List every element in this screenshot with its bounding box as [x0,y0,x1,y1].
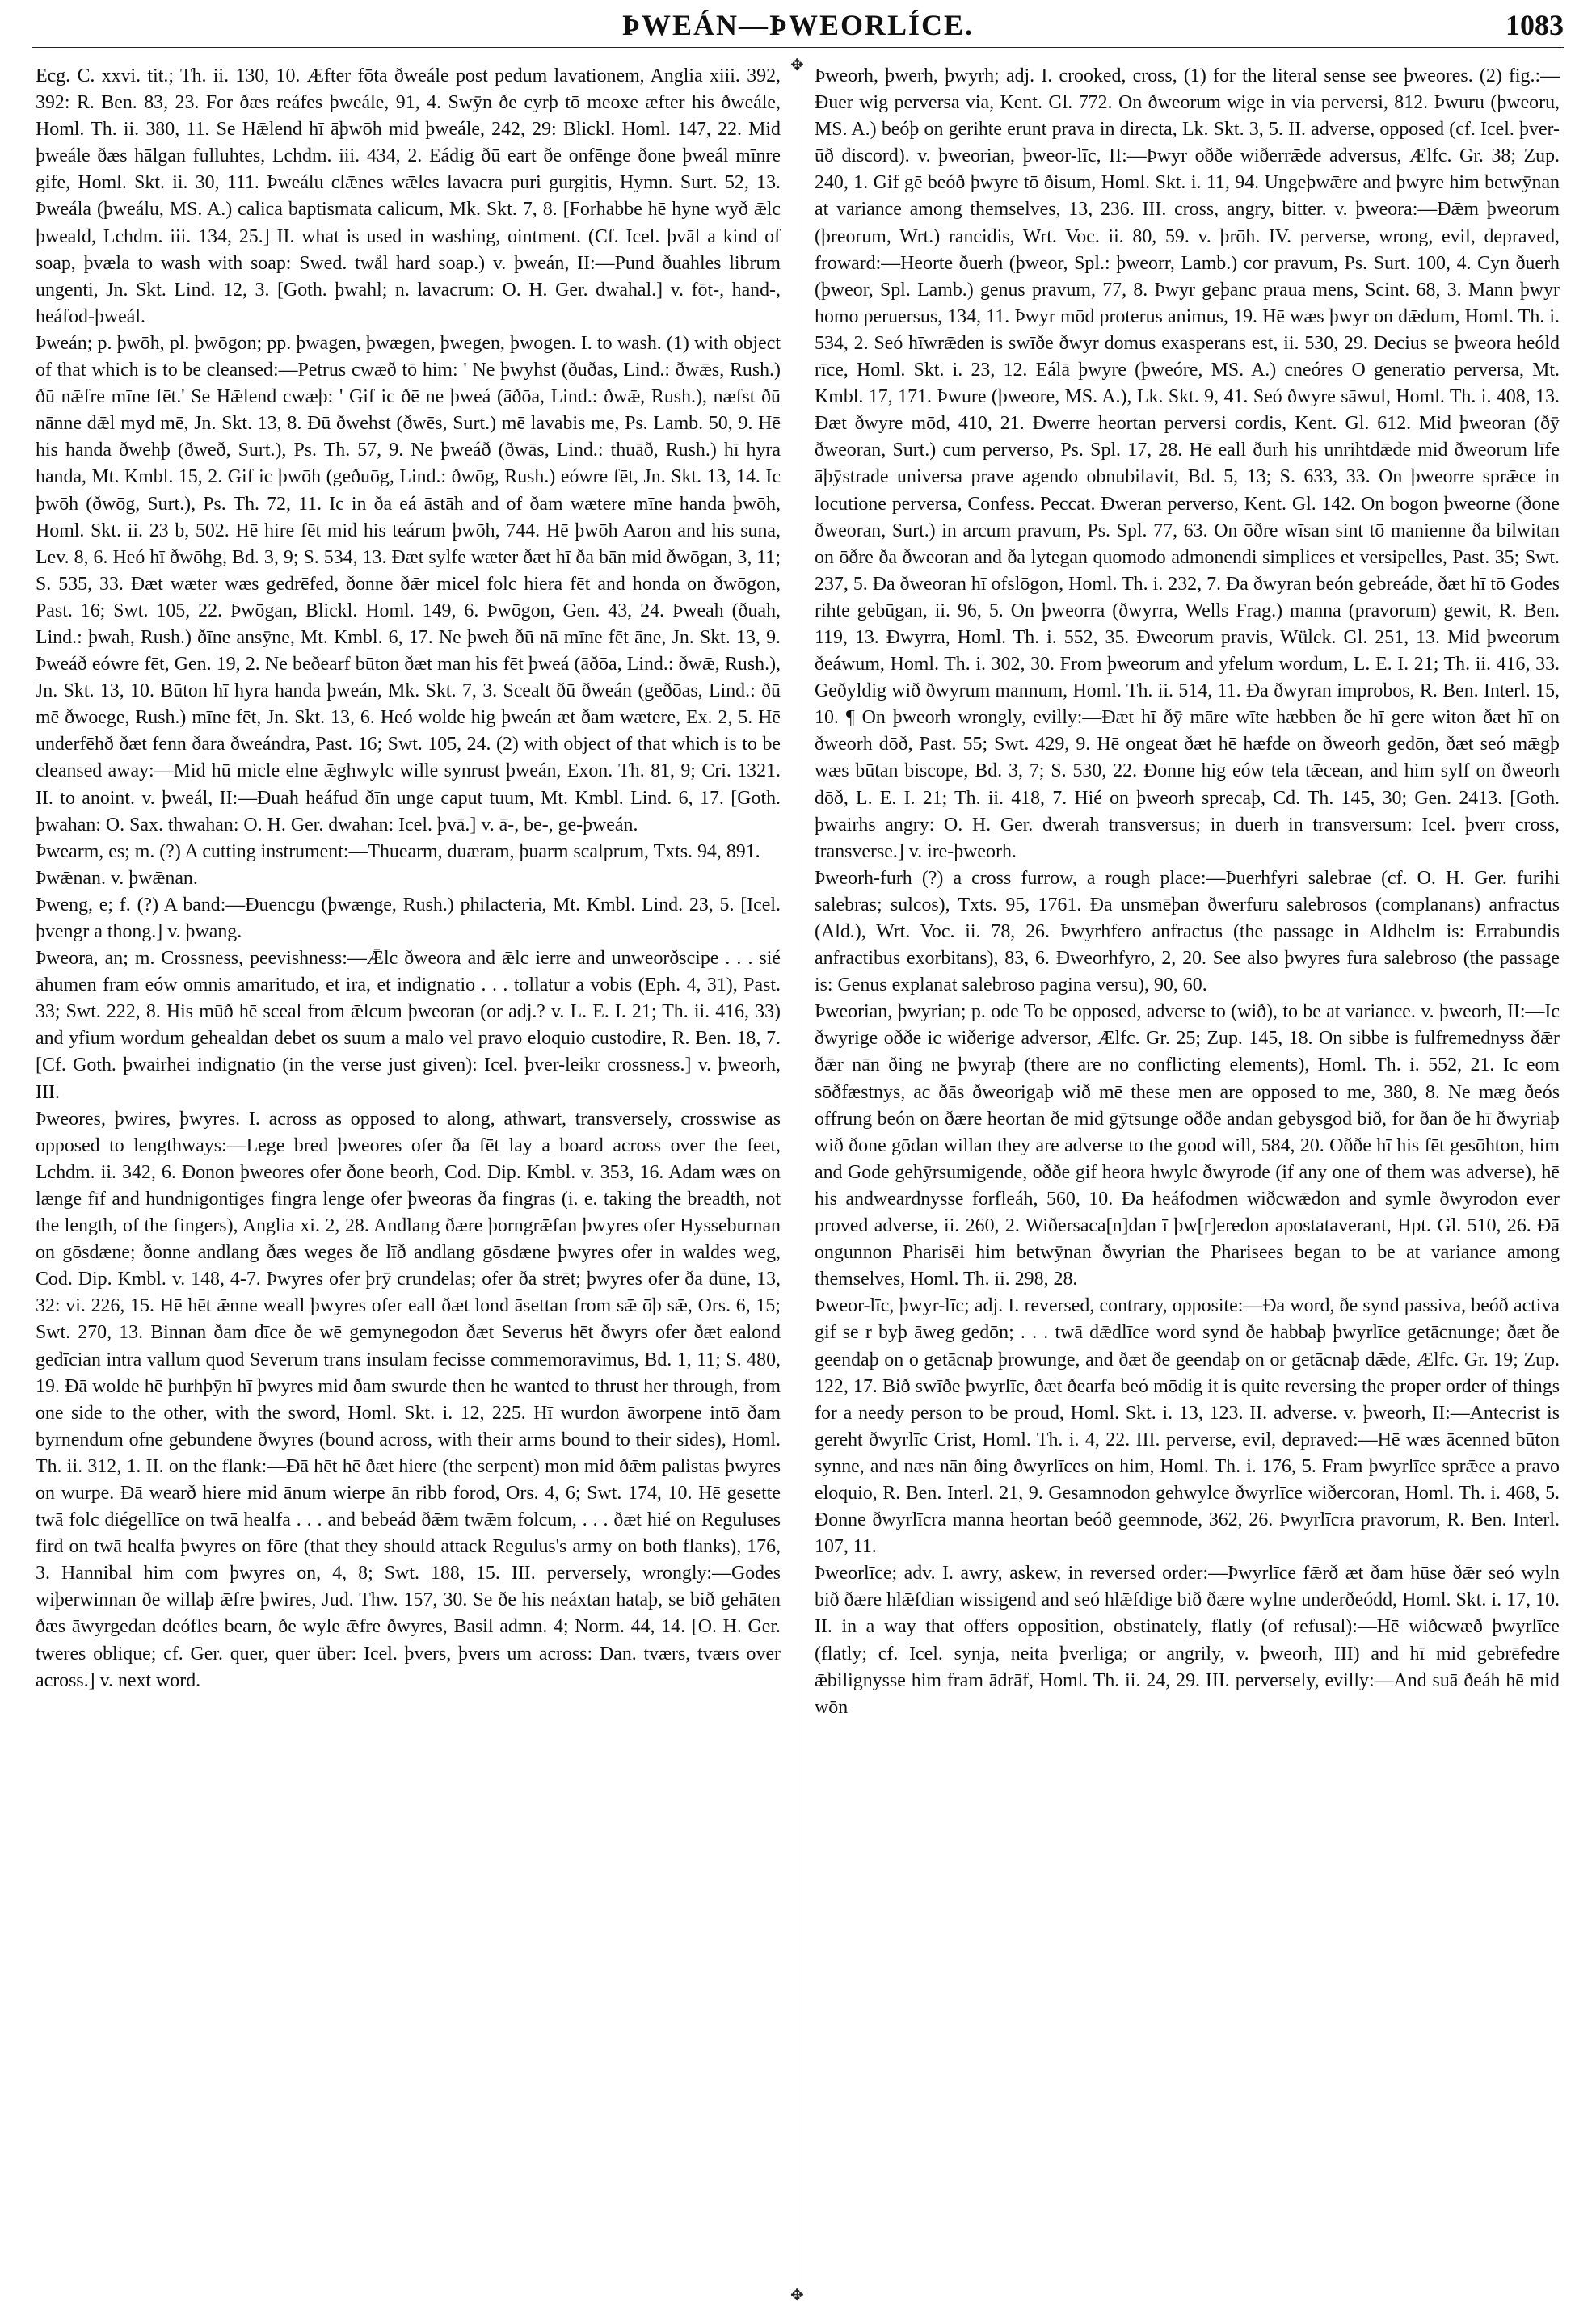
entry-thweora: Þweora, an; m. Crossness, peevishness:—Ǣlc ðweora and ǣlc ierre and unweorðscipe . . . sié āhumen fram eów omnis amaritudo, et ira, et indignatio . . . tollatur a vobis (Eph. 4, 31), Past. 33; Swt. 222, 8. His mūð hē sceal from ǣlcum þweoran (or adj.? v. L. E. I. 21; Th. ii. 416, 33) and yfium wordum gehealdan debet os suum a malo vel pravo eloquio custodire, R. Ben. 18, 7. [Cf. Goth. þwairhei indignatio (in the verse just given): Icel. þver-leikr crossness.] v. þweorh, III. [36,948,781,1103]
entry-thwean: Þweán; p. þwōh, pl. þwōgon; pp. þwagen, þwægen, þwegen, þwogen. I. to wash. (1) with object of that which is to be cleansed:—Petrus cwæð tō him: ' Ne þwyhst (ðuðas, Lind.: ðwǣs, Rush.) ðū nǣfre mīne fēt.' Se Hǣlend cwæþ: ' Gif ic ðē ne þweá (āðōa, Lind.: ðwǣ, Rush.), næfst ðū nānne dǣl myd mē, Jn. Skt. 13, 8. Ðū ðwehst (ðwēs, Surt.) mē lavabis me, Ps. Lamb. 50, 9. Hē his handa ðwehþ (ðweð, Surt.), Ps. Th. 57, 9. Ne þweáð (ðwās, Lind.: thuāð, Rush.) hī hyra handa, Mt. Kmbl. 15, 2. Gif ic þwōh (geðuōg, Lind.: ðwōg, Rush.) eówre fēt, Jn. Skt. 13, 14. Ic þwōh (ðwōg, Surt.), Ps. Th. 72, 11. Ic in ða eá āstāh and of ðam wætere mīne handa þwōh, Homl. Skt. ii. 23 b, 502. Hē hire fēt mid his teárum þwōh, 744. Hē þwōh Aaron and his suna, Lev. 8, 6. Heó hī ðwōhg, Bd. 3, 9; S. 534, 13. Ðæt sylfe wæter ðæt hī ða bān mid ðwōgan, 3, 11; S. 535, 33. Ðæt wæter wæs gedrēfed, ðonne ðǣr micel folc hiera fēt and honda on ðwōgon, Past. 16; Swt. 105, 22. Þwōgan, Blickl. Homl. 149, 6. Þwōgon, Gen. 43, 24. Þweah (ðuah, Lind.: þwah, Rush.) ðīne ansȳne, Mt. Kmbl. 6, 17. Ne þweh ðū nā mīne fēt āne, Jn. Skt. 13, 9. Þweáð eówre fēt, Gen. 19, 2. Ne beðearf būton ðæt man his fēt þweá (āðōa, Lind.: ðwǣ, Rush.), Jn. Skt. 13, 10. Būton hī hyra handa þweán, Mk. Skt. 7, 3. Scealt ðū ðweán (geðōas, Lind.: ðū mē ðwoege, Rush.) mīne fēt, Jn. Skt. 13, 6. Heó wolde hig þweán æt ðam wætere, Ex. 2, 5. Hē underfēhð ðæt fenn ðara ðweándra, Past. 16; Swt. 105, 24. (2) with object of that which is to be cleansed away:—Mid hū micle elne ǣghwylc wille synrust þweán, Exon. Th. 81, 9; Cri. 1321. II. to anoint. v. þweál, II:—Ðuah heáfud ðīn unge caput tuum, Mt. Kmbl. Lind. 6, 17. [Goth. þwahan: O. Sax. thwahan: O. H. Ger. dwahan: Icel. þvā.] v. ā-, be-, ge-þweán. [36,332,781,836]
entry-thweorian: Þweorian, þwyrian; p. ode To be opposed, adverse to (wið), to be at variance. v. þweorh, II:—Ic ðwyrige oððe ic wiðerige adversor, Ælfc. Gr. 25; Zup. 145, 18. On sibbe is fulfremednyss ðǣr ðǣr nān ðing ne þwyraþ (there are no conflicting elements), Homl. Th. i. 552, 21. Ic eom sōðfæstnys, ac ðās ðweorigaþ wið mē these men are opposed to me, 380, 8. Ne mæg ðeós offrung beón on ðære heortan ðe mid gȳtsunge oððe andan gebysgod bið, for ðan ðe hī ðwyriaþ wið ðone gōdan willan they are adverse to the good will, 584, 20. Oððe hī his fēt gesōhton, him and Gode gehȳrsumigende, oððe gif heora hwylc ðwyrode (if any one of them was adverse), hē his andweardnysse forfleáh, 560, 10. Ða heáfodmen wiðcwǣdon and symle ðwyrodon ever proved adverse, ii. 260, 2. Wiðersaca[n]dan ī þw[r]eredon apostataverant, Hpt. Gl. 510, 26. Ðā ongunnon Pharisēi him betwȳnan ðwyrian the Pharisees began to be at variance among themselves, Homl. Th. ii. 298, 28. [815,1001,1560,1290]
entry-thweor-lic: Þweor-līc, þwyr-līc; adj. I. reversed, contrary, opposite:—Ða word, ðe synd passiva, beóð activa gif se r byþ āweg gedōn; . . . twā dǣdlīce word synd ðe habbaþ þwyrlīce getācnunge; ðæt ðe geendaþ on o getācnaþ þrowunge, and ðæt ðe geendaþ on or getācnaþ dǣde, Ælfc. Gr. 19; Zup. 122, 17. Bið swīðe þwyrlīc, ðæt ðearfa beó mōdig it is quite reversing the proper order of things for a needy person to be proud, Homl. Skt. i. 13, 123. II. adverse. v. þweorh, II:—Antecrist is gereht ðwyrlīc Crist, Homl. Th. i. 4, 22. III. perverse, evil, depraved:—Hē wæs ācenned būton synne, and næs nān ðing ðwyrlīces on him, Homl. Th. i. 176, 5. Fram þwyrlīce sprǣce a pravo eloquio, R. Ben. Interl. 21, 9. Gesamnodon gehwylce ðwyrlīce wiðercoran, Homl. Th. i. 468, 5. Ðonne ðwyrlīcra manna heortan beóð geemnode, 362, 26. Þwyrlīcra pravorum, R. Ben. Interl. 107, 11. [815,1295,1560,1558]
entry-thwearm: Þwearm, es; m. (?) A cutting instrument:—Thuearm, duæram, þuarm scalprum, Txts. 94, 891. [36,840,760,862]
entry-thweorh: Þweorh, þwerh, þwyrh; adj. I. crooked, cross, (1) for the literal sense see þweores. (2) fig.:—Ðuer wig perversa via, Kent. Gl. 772. On ðweorum wige in via perversi, 812. Þwuru (þweoru, MS. A.) beóþ on gerihte erunt prava in directa, Lk. Skt. 3, 5. II. adverse, opposed (cf. Icel. þver-ūð discord). v. þweorian, þweor-līc, II:—Þwyr oððe wiðerrǣde adversus, Ælfc. Gr. 38; Zup. 240, 1. Gif gē beóð þwyre tō ðisum, Homl. Skt. i. 11, 94. Ungeþwǣre and þwyre him betwȳnan at variance among themselves, 13, 236. III. cross, angry, bitter. v. þweora:—Ðǣm þweorum (þreorum, Wrt.) rancidis, Wrt. Voc. ii. 80, 59. v. þrōh. IV. perverse, wrong, evil, depraved, froward:—Heorte ðuerh (þweor, Spl.: þweorr, Lamb.) cor pravum, Ps. Surt. 100, 4. Cyn ðuerh (þweor, Spl. Lamb.) genus pravum, 77, 8. Þwyr geþanc praua mens, Scint. 68, 3. Mann þwyr homo peruersus, 134, 11. Þwyr mōd proterus animus, 19. Hē wæs þwyr on dǣdum, Homl. Th. i. 534, 2. Seó hīwrǣden is swīðe ðwyr domus exasperans est, ii. 530, 29. Decius se þweora heóld rīce, Homl. Skt. i. 23, 12. Eálā þwyre (þweóre, MS. A.) cneóres O generatio perversa, Mt. Kmbl. 17, 171. Þwure (þweore, MS. A.), Lk. Skt. 9, 41. Seó ðwyre sāwul, Homl. Th. i. 408, 13. Ðæt ðwyre mōd, 410, 21. Ðwerre heortan perversi cordis, Kent. Gl. 612. Mid þweoran (ðȳ ðweoran, Surt.) cum perverso, Ps. Spl. 17, 28. Hē eall ðurh his unrihtdǣde mid ðweorum līfe āþȳstrade universa prave agendo obnubilavit, Bd. 5, 13; S. 633, 33. On þweorre sprǣce in locutione perversa, Confess. Peccat. Ðweran perverso, Kent. Gl. 142. On bogon þweorne (ðone ðweoran, Surt.) in arcum pravum, Ps. Spl. 77, 63. On ōðre wīsan sint tō manienne ða bilwitan on ōðre ða ðweoran and ða lytegan quomodo admonendi simplices et versipelles, Past. 35; Swt. 237, 5. Ða ðweoran hī ofslōgon, Homl. Th. i. 232, 7. Ða ðwyran beón gebreáde, ðæt hī tō Godes rihte gebūgan, ii. 96, 5. On þweorra (ðwyrra, Wells Frag.) manna (pravorum) gewit, R. Ben. 119, 13. Ðwyrra, Homl. Th. i. 552, 35. Ðweorum pravis, Wülck. Gl. 251, 13. Mid þweorum ðeáwum, Homl. Th. i. 302, 30. From þweorum and yfelum wordum, L. E. I. 21; Th. ii. 416, 33. Geðyldig wið ðwyrum mannum, Homl. Th. ii. 514, 11. Ða ðwyran improbos, R. Ben. Interl. 15, 10. ¶ On þweorh wrongly, evilly:—Ðæt hī ðȳ māre wīte hæbben ðe hī gere witon ðæt hī on ðweorh dōð, Past. 55; Swt. 429, 9. Hē ongeat ðæt hē hæfde on ðweorh gedōn, ðæt seó mǣgþ wæs būtan biscope, Bd. 3, 7; S. 530, 22. Ðonne hig eów tela tǣcean, and him sylf on ðweorh dōð, L. E. I. 21; Th. ii. 418, 7. Hié on þweorh sprecaþ, Cd. Th. 145, 30; Gen. 2413. [Goth. þwairhs angry: O. H. Ger. dwerah transversus; in duerh in transversum: Icel. þverr cross, transverse.] v. ire-þweorh. [815,65,1560,862]
right-column [815,63,1560,1721]
cross-mark-icon: ✥ [790,55,804,74]
running-head: ÞWEÁN—ÞWEORLÍCE. [621,9,975,41]
entry-thweores: Þweores, þwires, þwyres. I. across as opposed to along, athwart, transversely, crosswise as opposed to lengthways:—Lege bred þweores ofer ða fēt lay a board across over the feet, Lchdm. ii. 342, 6. Ðonon þweores ofer ðone beorh, Cod. Dip. Kmbl. v. 353, 16. Adam wæs on længe fīf and hundnigontiges fingra lenge ofer þweoras ða fingras (i. e. taking the breadth, not the length, of the fingers), Anglia xi. 2, 28. Andlang ðære þorngrǣfan þwyres ofer Hysseburnan on gōsdæne; ðonne andlang ðæs weges ðe līð andlang gōsdæne þwyres ofer in waldes weg, Cod. Dip. Kmbl. v. 148, 4-7. Þwyres ofer þrȳ crundelas; ofer ða strēt; þwyres ofer ða dūne, 13, 32: vi. 226, 15. Hē hēt ǣnne weall þwyres ofer eall ðæt lond āsettan from sǣ ōþ sǣ, Ors. 6, 15; Swt. 270, 13. Binnan ðam dīce ðe wē gemynegodon ðæt Severus hēt ðwyrs ofer ðæt ealond gedīcian intra vallum quod Severum trans insulam fecisse commemoravimus, Bd. 1, 11; S. 480, 19. Ðā wolde hē þurhþȳn hī þwyres mid ðam swurde then he wanted to thrust her through, from one side to the other, with the sword, Homl. Skt. i. 12, 225. Hī wurdon āworpene intō ðam byrnendum ofne gebundene ðwyres (bound across, with their arms bound to their sides), Homl. Th. ii. 312, 1. II. on the flank:—Ðā hēt hē ðæt hiere (the serpent) mon mid ðǣm palistas þwyres on wurpe. Ðā wearð hiere mid ānum wierpe ān ribb forod, Ors. 4, 6; Swt. 174, 10. Hē gesette twā folc diégellīce on twā healfa . . . and bebeád ðǣm twǣm folcum, . . . ðæt hié on Reguluses fird on twā healfa þwyres on fōre (that they should attack Regulus's army on both flanks), 176, 3. Hannibal him com þwyres on, 4, 8; Swt. 188, 15. III. perversely, wrongly:—Godes wiþerwinnan ðe willaþ ǣfre þwires, Jud. Thw. 157, 30. Se ðe his neáxtan hataþ, se bið gehāten ðæs āwyrgedan deófles bearn, ðe wyle ǣfre ðwyres, Basil admn. 4; Norm. 44, 14. [O. H. Ger. tweres oblique; cf. Ger. quer, quer über: Icel. þvers, þvers um across: Dan. tværs, tværs over across.] v. next word. [36,1108,781,1691]
entry-thweorlice: Þweorlīce; adv. I. awry, askew, in reversed order:—Þwyrlīce fǣrð æt ðam hūse ðǣr seó wyln bið ðære hlǣfdian wissigend and seó hlǣfdige bið ðære wylne underðeódd, Homl. Skt. i. 17, 10. II. in a way that offers opposition, obstinately, flatly (of refusal):—Hē wiðcwæð þwyrlīce (flatly; cf. Icel. synja, neita þverliga; or angrily, v. þweorh, III) and hī mid gebrēfedre ǣbilignysse him fram ādrāf, Homl. Th. ii. 24, 29. III. perversely, evilly:—And suā ðeáh hē mid wōn [815,1563,1560,1718]
page-header [0,6,1596,50]
header-rule [32,47,1564,48]
entry-thweng: Þweng, e; f. (?) A band:—Ðuencgu (þwænge, Rush.) philacteria, Mt. Kmbl. Lind. 23, 5. [Icel. þvengr a thong.] v. þwang. [36,894,781,942]
entry-continuation: Ecg. C. xxvi. tit.; Th. ii. 130, 10. Æfter fōta ðweále post pedum lavationem, Anglia xiii. 392, 392: R. Ben. 83, 23. For ðæs reáfes þweále, 91, 4. Swȳn ðe cyrþ tō meoxe æfter his ðweále, Homl. Th. ii. 380, 11. Se Hǣlend hī āþwōh mid þweále, 242, 29: Blickl. Homl. 147, 22. Mid þweále ðæs hālgan fulluhtes, Lchdm. iii. 434, 2. Eádig ðū eart ðe onfēnge ðone þweál mīnre gife, Homl. Skt. ii. 30, 111. Þweálu clǣnes wǣles lavacra puri gurgitis, Hymn. Surt. 52, 13. Þweála (þweálu, MS. A.) calica baptismata calicum, Mk. Skt. 7, 8. [Forhabbe hē hyne wyð ǣlc þweald, Lchdm. iii. 134, 25.] II. what is used in washing, ointment. (Cf. Icel. þvāl a kind of soap, þvæla to wash with soap: Swed. twål hard soap.) v. þweán, II:—Pund ðuahles librum ungenti, Jn. Skt. Lind. 12, 3. [Goth. þwahl; n. lavacrum: O. H. Ger. dwahal.] v. fōt-, hand-, heáfod-þweál. [36,65,781,327]
cross-mark-icon: ✥ [790,2285,804,2305]
entry-thwaenan: Þwǣnan. v. þwǣnan. [36,867,198,889]
left-column [36,63,781,1694]
page-number: 1083 [1505,9,1564,41]
entry-thweorh-furh: Þweorh-furh (?) a cross furrow, a rough place:—Þuerhfyri salebrae (cf. O. H. Ger. furihi salebras; sulcos), Txts. 95, 1761. Ða unsmēþan ðwerfuru salebrosos (complanans) anfractus (Ald.), Wrt. Voc. ii. 78, 26. Þwyrhfero anfractus (the passage in Aldhelm is: Errabundis anfractibus exorbitans), 83, 6. Ðweorhfyro, 2, 20. See also þwyres fura salebroso (the passage is: Genus explanat salebroso pagina versu), 90, 60. [815,867,1560,996]
